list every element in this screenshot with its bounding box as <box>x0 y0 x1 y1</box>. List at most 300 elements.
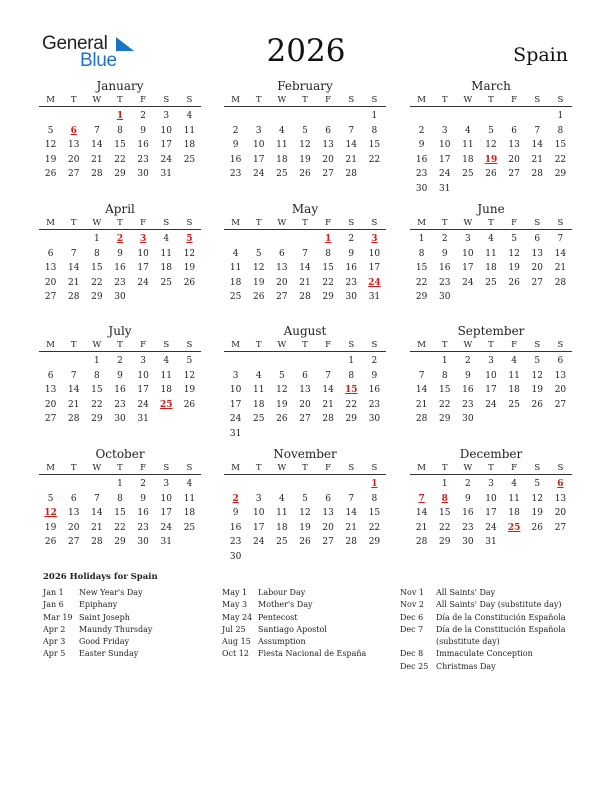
weekday-header <box>410 217 572 230</box>
day-cell: 11 <box>183 493 196 504</box>
empty-day-cell <box>293 232 316 247</box>
weekday-label: T <box>117 95 123 105</box>
day-cell: 3 <box>255 125 262 136</box>
day-cell: 9 <box>117 248 123 259</box>
day-cell: 24 <box>160 154 172 165</box>
day-cell: 9 <box>348 248 355 259</box>
day-cell: 4 <box>511 356 517 366</box>
day-cell: 26 <box>531 522 543 533</box>
weekday-label: T <box>117 463 123 473</box>
day-cell: 26 <box>276 414 288 425</box>
day-cell: 11 <box>276 140 288 151</box>
day-cell: 13 <box>44 263 57 274</box>
day-cell: 27 <box>67 169 80 180</box>
day-cell: 26 <box>485 169 497 180</box>
weekday-label: S <box>163 218 170 228</box>
weekday-label: W <box>92 95 102 105</box>
weekday-label: S <box>348 340 355 350</box>
day-cell: 21 <box>415 522 428 533</box>
empty-day-cell <box>85 109 108 124</box>
day-cell: 21 <box>91 154 103 165</box>
day-cell: 21 <box>299 277 311 288</box>
day-cell: 4 <box>186 111 193 121</box>
holiday-date: Apr 5 <box>43 649 66 659</box>
holiday-day-cell: 7 <box>418 493 425 504</box>
day-cell: 11 <box>183 125 196 136</box>
day-cell: 3 <box>163 111 170 121</box>
day-cell: 29 <box>368 537 381 548</box>
day-cell: 30 <box>415 183 428 194</box>
holiday-date: Dec 6 <box>400 612 424 622</box>
day-cell: 4 <box>232 248 239 259</box>
day-cell: 5 <box>534 479 541 489</box>
day-cell: 9 <box>371 370 378 381</box>
day-cell: 18 <box>160 263 172 274</box>
month-name: September <box>457 324 525 338</box>
holiday-date: Jan 6 <box>43 600 64 610</box>
holiday-name: Epiphany <box>79 600 118 610</box>
weekday-label: S <box>534 95 541 105</box>
page-title-year: 2026 <box>266 33 346 69</box>
holiday-row <box>400 624 566 636</box>
day-cell: 31 <box>160 169 172 180</box>
weekday-label: F <box>325 218 332 228</box>
day-grid <box>224 477 386 565</box>
day-cell: 30 <box>137 537 149 548</box>
holiday-row <box>222 587 366 599</box>
weekday-label: F <box>140 340 147 350</box>
day-cell: 28 <box>91 169 103 180</box>
weekday-label: M <box>231 218 240 228</box>
weekday-header <box>224 462 386 475</box>
day-cell: 10 <box>160 493 172 504</box>
weekday-label: F <box>511 340 518 350</box>
day-cell: 4 <box>511 479 517 489</box>
month-august <box>224 324 386 442</box>
weekday-label: S <box>534 340 541 350</box>
day-cell: 24 <box>462 277 474 288</box>
day-cell: 30 <box>462 414 474 425</box>
day-cell: 22 <box>114 522 126 533</box>
day-cell: 23 <box>114 399 126 410</box>
day-cell: 19 <box>508 263 520 274</box>
empty-day-cell <box>293 477 316 492</box>
day-grid <box>410 477 572 550</box>
day-cell: 19 <box>276 399 288 410</box>
day-cell: 28 <box>91 537 103 548</box>
day-cell: 29 <box>438 537 451 548</box>
day-cell: 27 <box>44 292 57 303</box>
day-cell: 30 <box>345 292 357 303</box>
day-cell: 23 <box>345 277 357 288</box>
day-cell: 2 <box>371 356 378 366</box>
day-cell: 20 <box>322 154 334 165</box>
day-cell: 9 <box>232 508 239 519</box>
empty-day-cell <box>224 232 247 247</box>
day-cell: 12 <box>508 248 520 259</box>
weekday-label: M <box>417 463 426 473</box>
day-cell: 15 <box>368 140 381 151</box>
day-cell: 7 <box>93 493 100 504</box>
weekday-label: M <box>46 95 55 105</box>
day-cell: 14 <box>415 385 428 396</box>
day-cell: 3 <box>441 125 448 136</box>
holiday-day-cell: 1 <box>325 234 332 244</box>
day-cell: 7 <box>348 125 355 136</box>
holiday-name: Santiago Apostol <box>258 624 327 634</box>
empty-day-cell <box>317 477 340 492</box>
weekday-label: S <box>186 218 193 228</box>
holiday-name: Immaculate Conception <box>436 649 533 659</box>
day-cell: 21 <box>322 399 334 410</box>
day-cell: 18 <box>508 508 520 519</box>
day-cell: 23 <box>462 399 474 410</box>
holiday-day-cell: 15 <box>345 385 358 396</box>
holiday-date: Dec 8 <box>400 649 424 659</box>
holiday-day-cell: 12 <box>44 508 57 519</box>
month-name: May <box>291 202 319 216</box>
day-cell: 27 <box>554 399 567 410</box>
holiday-row <box>43 612 152 624</box>
day-cell: 29 <box>415 292 428 303</box>
day-cell: 21 <box>345 154 357 165</box>
holiday-date: Nov 1 <box>400 588 424 597</box>
day-cell: 4 <box>163 356 170 366</box>
day-cell: 15 <box>114 508 126 519</box>
holiday-date: Mar 19 <box>43 612 73 622</box>
day-cell: 24 <box>252 169 265 180</box>
day-cell: 10 <box>252 508 265 519</box>
weekday-label: F <box>511 218 518 228</box>
empty-day-cell <box>224 477 247 492</box>
day-cell: 8 <box>557 125 564 136</box>
weekday-label: S <box>557 340 564 350</box>
holiday-row <box>400 648 566 660</box>
empty-day-cell <box>526 109 549 124</box>
day-cell: 19 <box>44 522 57 533</box>
day-grid <box>39 354 201 427</box>
day-cell: 24 <box>160 522 172 533</box>
day-cell: 19 <box>299 154 311 165</box>
day-cell: 28 <box>415 537 428 548</box>
day-cell: 24 <box>137 277 149 288</box>
day-cell: 23 <box>114 277 126 288</box>
day-cell: 7 <box>302 248 308 259</box>
day-cell: 6 <box>278 248 285 259</box>
month-name: August <box>283 324 327 338</box>
holiday-name: New Year's Day <box>79 588 143 597</box>
day-cell: 18 <box>160 385 172 396</box>
day-cell: 8 <box>93 248 100 259</box>
weekday-label: M <box>417 218 426 228</box>
day-cell: 13 <box>554 493 567 504</box>
empty-day-cell <box>340 477 363 492</box>
holiday-row <box>43 599 152 611</box>
day-cell: 9 <box>464 493 471 504</box>
day-cell: 30 <box>114 292 126 303</box>
empty-day-cell <box>410 109 433 124</box>
day-cell: 26 <box>299 537 311 548</box>
weekday-label: T <box>441 95 448 105</box>
day-cell: 18 <box>462 154 474 165</box>
weekday-label: S <box>534 463 541 473</box>
day-cell: 3 <box>163 479 170 489</box>
day-cell: 7 <box>70 248 77 259</box>
day-cell: 24 <box>252 537 265 548</box>
day-cell: 3 <box>140 356 146 366</box>
day-cell: 29 <box>554 169 567 180</box>
holiday-name: All Saints' Day (substitute day) <box>436 600 562 610</box>
holiday-row <box>222 624 366 636</box>
weekday-label: W <box>277 95 287 105</box>
day-cell: 21 <box>67 399 80 410</box>
day-cell: 22 <box>322 277 334 288</box>
weekday-label: S <box>371 463 378 473</box>
holiday-date: Apr 2 <box>43 624 66 634</box>
weekday-label: F <box>325 463 332 473</box>
weekday-label: S <box>534 218 541 228</box>
day-cell: 14 <box>345 140 357 151</box>
weekday-label: T <box>70 463 77 473</box>
day-cell: 27 <box>44 414 57 425</box>
empty-day-cell <box>62 477 85 492</box>
day-cell: 17 <box>485 508 497 519</box>
weekday-label: T <box>488 95 494 105</box>
day-cell: 29 <box>91 292 103 303</box>
holiday-name: Christmas Day <box>436 661 496 671</box>
holiday-date: Jan 1 <box>43 588 64 597</box>
day-cell: 25 <box>183 522 196 533</box>
day-cell: 23 <box>229 169 242 180</box>
day-cell: 21 <box>554 263 567 274</box>
holiday-column-2 <box>222 587 366 661</box>
weekday-header <box>410 94 572 107</box>
holiday-row <box>222 636 366 648</box>
day-cell: 3 <box>488 479 494 489</box>
month-name: February <box>277 79 333 93</box>
weekday-header <box>410 339 572 352</box>
day-cell: 14 <box>345 508 357 519</box>
day-cell: 13 <box>67 140 80 151</box>
day-cell: 6 <box>557 356 564 366</box>
day-cell: 26 <box>299 169 311 180</box>
day-cell: 11 <box>229 263 242 274</box>
holiday-day-cell: 8 <box>441 493 448 504</box>
day-cell: 4 <box>464 125 471 136</box>
day-cell: 28 <box>345 537 357 548</box>
day-cell: 9 <box>441 248 448 259</box>
day-cell: 20 <box>299 399 311 410</box>
holiday-day-cell: 1 <box>116 111 124 121</box>
day-cell: 30 <box>114 414 126 425</box>
day-cell: 19 <box>299 522 311 533</box>
weekday-label: M <box>231 340 240 350</box>
day-cell: 27 <box>322 537 334 548</box>
day-cell: 10 <box>229 385 242 396</box>
day-cell: 2 <box>140 111 146 121</box>
day-cell: 19 <box>252 277 265 288</box>
weekday-label: S <box>348 463 355 473</box>
empty-day-cell <box>62 232 85 247</box>
weekday-label: M <box>46 218 55 228</box>
day-grid <box>39 109 201 182</box>
holiday-day-cell: 25 <box>507 522 521 533</box>
day-cell: 22 <box>91 277 103 288</box>
day-grid <box>224 354 386 442</box>
day-cell: 19 <box>531 508 543 519</box>
day-cell: 8 <box>441 370 448 381</box>
day-cell: 12 <box>276 385 288 396</box>
empty-day-cell <box>317 354 340 369</box>
day-cell: 1 <box>93 356 100 366</box>
empty-day-cell <box>224 109 247 124</box>
empty-day-cell <box>503 109 526 124</box>
holiday-row <box>400 587 566 599</box>
day-cell: 28 <box>299 292 311 303</box>
day-cell: 13 <box>531 248 543 259</box>
day-cell: 10 <box>252 140 265 151</box>
day-grid <box>224 232 386 305</box>
day-cell: 20 <box>276 277 288 288</box>
month-name: July <box>108 324 132 338</box>
day-grid <box>410 232 572 305</box>
day-cell: 15 <box>438 508 451 519</box>
day-cell: 14 <box>299 263 311 274</box>
day-cell: 12 <box>531 493 543 504</box>
weekday-label: W <box>463 218 473 228</box>
month-july <box>39 324 201 427</box>
day-cell: 11 <box>462 140 474 151</box>
day-cell: 5 <box>47 125 54 136</box>
day-cell: 15 <box>368 508 381 519</box>
day-cell: 19 <box>183 263 196 274</box>
holiday-list <box>43 572 583 671</box>
day-cell: 14 <box>91 140 103 151</box>
day-cell: 17 <box>229 399 242 410</box>
day-cell: 2 <box>140 479 146 489</box>
day-cell: 6 <box>70 493 77 504</box>
weekday-label: W <box>92 218 102 228</box>
logo-word-blue: Blue <box>80 50 117 71</box>
holiday-row <box>43 648 152 660</box>
day-cell: 18 <box>252 399 265 410</box>
day-cell: 19 <box>44 154 57 165</box>
day-cell: 11 <box>485 248 497 259</box>
day-cell: 28 <box>415 414 428 425</box>
day-cell: 19 <box>183 385 196 396</box>
day-cell: 9 <box>140 493 146 504</box>
weekday-label: M <box>231 95 240 105</box>
day-cell: 8 <box>93 370 100 381</box>
day-cell: 20 <box>508 154 520 165</box>
day-cell: 18 <box>508 385 520 396</box>
day-cell: 16 <box>415 154 428 165</box>
empty-day-cell <box>479 109 502 124</box>
month-september <box>410 324 572 427</box>
day-cell: 20 <box>44 277 57 288</box>
day-cell: 16 <box>368 385 381 396</box>
weekday-label: M <box>46 340 55 350</box>
weekday-label: F <box>140 95 147 105</box>
weekday-label: S <box>348 95 355 105</box>
day-cell: 10 <box>485 370 497 381</box>
day-cell: 29 <box>438 414 451 425</box>
weekday-label: T <box>70 340 77 350</box>
day-cell: 24 <box>438 169 451 180</box>
day-cell: 16 <box>462 508 474 519</box>
empty-day-cell <box>62 354 85 369</box>
holiday-day-cell: 3 <box>140 234 147 244</box>
weekday-label: T <box>488 463 494 473</box>
weekday-header <box>224 217 386 230</box>
holiday-name: Saint Joseph <box>79 612 130 622</box>
weekday-label: W <box>277 218 287 228</box>
holiday-day-cell: 3 <box>371 234 378 244</box>
day-cell: 29 <box>345 414 357 425</box>
day-cell: 25 <box>160 277 172 288</box>
day-cell: 25 <box>183 154 196 165</box>
weekday-label: T <box>302 340 308 350</box>
day-cell: 20 <box>67 522 80 533</box>
weekday-label: S <box>557 463 564 473</box>
day-cell: 21 <box>91 522 103 533</box>
holiday-day-cell: 6 <box>70 125 77 136</box>
day-grid <box>39 232 201 305</box>
day-cell: 18 <box>276 522 288 533</box>
day-cell: 11 <box>276 508 288 519</box>
day-cell: 1 <box>441 479 448 489</box>
day-cell: 5 <box>302 493 308 504</box>
day-cell: 5 <box>511 234 517 244</box>
day-cell: 16 <box>229 154 242 165</box>
day-cell: 2 <box>418 125 425 136</box>
day-cell: 19 <box>531 385 543 396</box>
holiday-day-cell: 24 <box>368 277 381 288</box>
day-cell: 14 <box>91 508 103 519</box>
day-cell: 27 <box>276 292 288 303</box>
day-cell: 8 <box>371 493 378 504</box>
empty-day-cell <box>433 109 456 124</box>
day-cell: 25 <box>276 169 288 180</box>
holiday-date: Oct 12 <box>222 649 249 659</box>
day-cell: 2 <box>348 234 355 244</box>
empty-day-cell <box>270 477 293 492</box>
holiday-row <box>43 624 152 636</box>
day-cell: 7 <box>93 125 100 136</box>
day-grid <box>224 109 386 182</box>
day-cell: 13 <box>299 385 311 396</box>
holiday-name: (substitute day) <box>436 637 500 647</box>
day-cell: 8 <box>371 125 378 136</box>
weekday-label: S <box>557 95 564 105</box>
weekday-header <box>39 94 201 107</box>
day-cell: 30 <box>229 551 242 562</box>
weekday-label: S <box>557 218 564 228</box>
month-name: November <box>273 447 337 461</box>
day-cell: 8 <box>325 248 331 259</box>
holiday-date: Jul 25 <box>222 624 246 634</box>
holiday-name: Fiesta Nacional de España <box>258 649 367 659</box>
day-cell: 15 <box>438 385 451 396</box>
weekday-label: S <box>186 95 193 105</box>
day-cell: 14 <box>322 385 334 396</box>
day-cell: 23 <box>368 399 381 410</box>
empty-day-cell <box>247 232 270 247</box>
day-cell: 6 <box>325 493 331 504</box>
weekday-label: W <box>277 340 287 350</box>
weekday-label: S <box>371 340 378 350</box>
holiday-name: Pentecost <box>258 612 298 622</box>
